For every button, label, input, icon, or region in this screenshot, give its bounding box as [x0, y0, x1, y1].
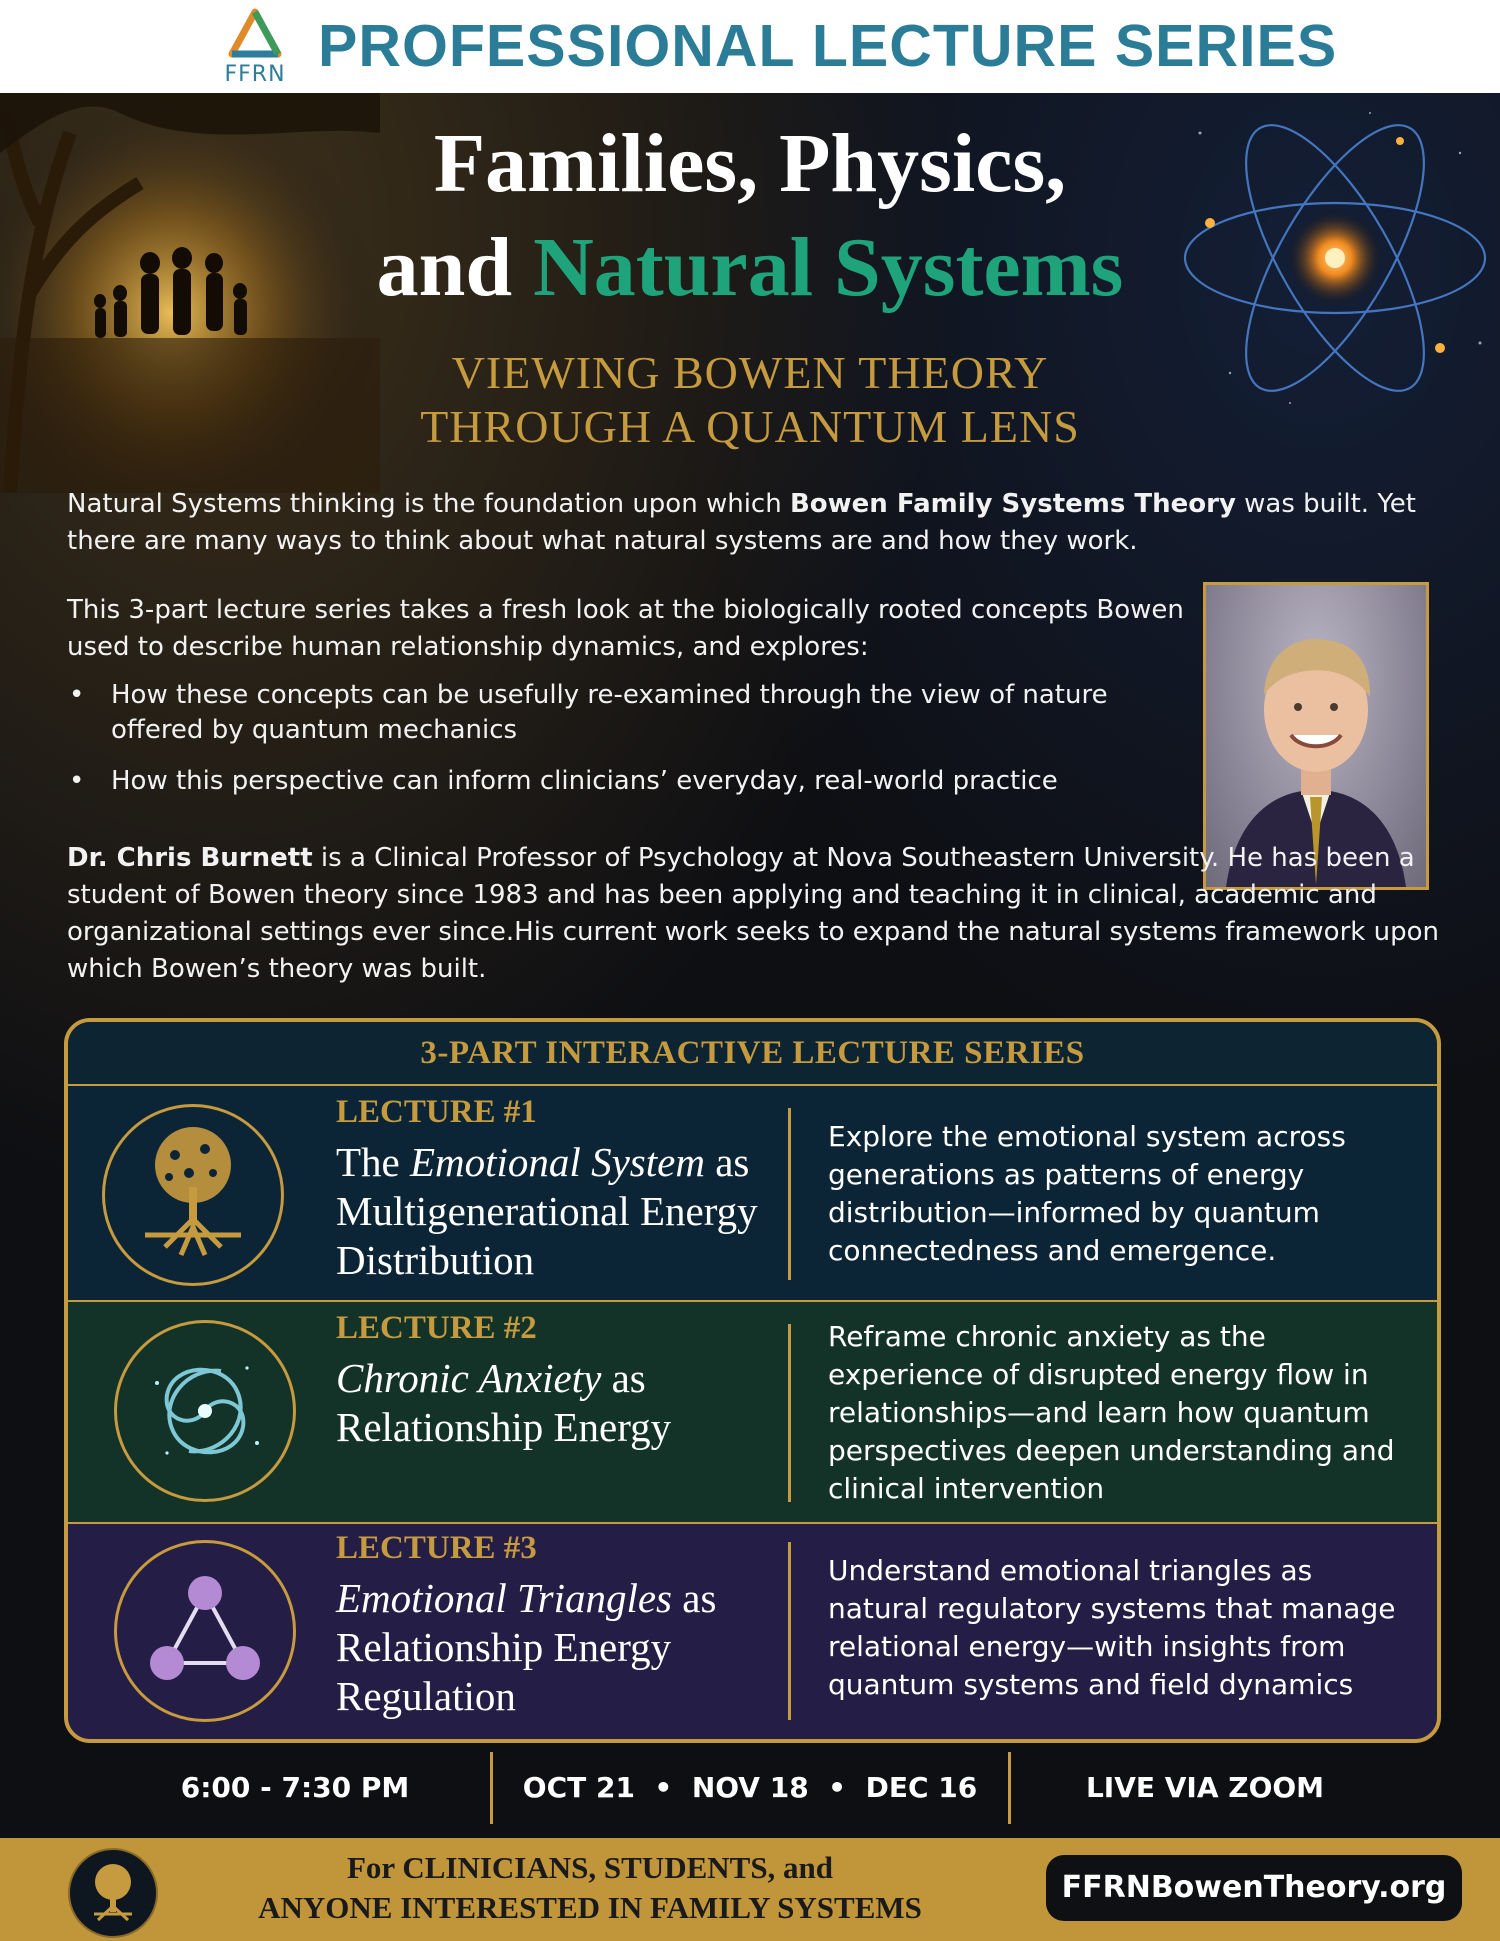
- lecture-1-number: LECTURE #1: [336, 1094, 537, 1130]
- bullet-item: • How these concepts can be usefully re-examined through the view of nature offered by quantum mechanics: [67, 678, 1177, 748]
- lecture-series-box: [64, 1018, 1441, 1743]
- series-description: This 3-part lecture series takes a fresh look at the biologically rooted concepts Bowen used to describe human relationship dynamics, and explores:: [67, 595, 1184, 662]
- tree-of-life-icon: [102, 1104, 284, 1286]
- schedule-divider: [1008, 1752, 1011, 1824]
- lecture-2: [68, 1302, 1437, 1524]
- lecture-2-title-italic: Chronic Anxiety: [336, 1355, 602, 1401]
- ffrn-logo: [222, 8, 288, 88]
- lecture-2-description: Reframe chronic anxiety as the experience of disrupted energy flow in relationships—and learn how quantum perspectives deepen understanding and clinical intervention: [828, 1320, 1395, 1505]
- audience-line2: ANYONE INTERESTED IN FAMILY SYSTEMS: [258, 1890, 922, 1925]
- lecture-3-title: [336, 1574, 766, 1721]
- lecture-3-number: LECTURE #3: [336, 1530, 537, 1566]
- header-title: PROFESSIONAL LECTURE SERIES: [318, 13, 1338, 79]
- subtitle-line2: THROUGH A QUANTUM LENS: [420, 401, 1080, 452]
- schedule-divider: [490, 1752, 493, 1824]
- lecture-2-title: [336, 1354, 766, 1452]
- lecture-3-title-italic: Emotional Triangles: [336, 1575, 673, 1621]
- lecture-box-header: 3-PART INTERACTIVE LECTURE SERIES: [68, 1022, 1437, 1086]
- lecture-1-title-italic: Emotional System: [410, 1139, 705, 1185]
- lecture-3: [68, 1524, 1437, 1739]
- intro-paragraph: [67, 486, 1467, 560]
- speaker-bio: [67, 840, 1467, 988]
- lecture-3-description: Understand emotional triangles as natural regulatory systems that manage relational energy—with insights from quantum systems and field dynamics: [828, 1554, 1396, 1701]
- spiral-galaxy-icon: [114, 1320, 296, 1502]
- tree-logo-icon: [68, 1848, 158, 1938]
- speaker-name: Dr. Chris Burnett: [67, 843, 313, 873]
- bullet-list: [67, 678, 1177, 815]
- subtitle: [300, 346, 1200, 454]
- header-bar: [0, 0, 1500, 93]
- lecture-2-divider: [788, 1324, 791, 1502]
- main-title-line1: Families, Physics,: [433, 117, 1067, 210]
- subtitle-line1: VIEWING BOWEN THEORY: [451, 347, 1049, 398]
- lecture-3-divider: [788, 1542, 791, 1720]
- lecture-3-title-part: as Relationship Energy Regulation: [336, 1575, 717, 1719]
- audience-line1: For CLINICIANS, STUDENTS, and: [346, 1850, 834, 1885]
- footer-bar: [0, 1838, 1500, 1941]
- lecture-2-number: LECTURE #2: [336, 1310, 537, 1346]
- lecture-2-title-part: as Relationship Energy: [336, 1355, 672, 1450]
- schedule-venue: LIVE VIA ZOOM: [1085, 1771, 1325, 1804]
- main-title-line2: [300, 216, 1200, 320]
- intro-text-before: Natural Systems thinking is the foundation upon which: [67, 489, 790, 519]
- lecture-1: [68, 1086, 1437, 1302]
- schedule-time: 6:00 - 7:30 PM: [180, 1771, 410, 1804]
- audience-text: [180, 1848, 1000, 1928]
- atom-illustration: [1170, 93, 1500, 423]
- lecture-1-divider: [788, 1108, 791, 1280]
- bullet-item: • How this perspective can inform clinicians’ everyday, real-world practice: [67, 764, 1177, 799]
- schedule-dates: OCT 21 • NOV 18 • DEC 16: [522, 1771, 978, 1804]
- lecture-1-title-part: as Multigenerational Energy Distribution: [336, 1139, 758, 1283]
- intro-text-after: was built. Yet there are many ways to think about what natural systems are and how they work.: [67, 489, 1416, 556]
- main-title-accent: Natural Systems: [533, 221, 1124, 314]
- lecture-1-title-part: The: [336, 1139, 410, 1185]
- triangle-logo-icon: [228, 8, 282, 60]
- speaker-bio-text: is a Clinical Professor of Psychology at Nova Southeastern University. He has been a student of Bowen theory since 1983 and has been applying and teaching it in clinical, academic and organizational settings ever since.His current work seeks to expand the natural systems framework upon which Bowen’s theory was built.: [67, 843, 1439, 984]
- logo-text: FFRN: [224, 62, 286, 87]
- main-title: [300, 112, 1200, 320]
- lecture-1-description: Explore the emotional system across generations as patterns of energy distribution—informed by quantum connectedness and emergence.: [828, 1120, 1346, 1267]
- lecture-1-title: [336, 1138, 766, 1285]
- triangle-nodes-icon: [114, 1540, 296, 1722]
- website-link[interactable]: FFRNBowenTheory.org: [1046, 1855, 1462, 1921]
- main-title-prefix: and: [376, 221, 534, 314]
- intro-bold: Bowen Family Systems Theory: [789, 489, 1236, 519]
